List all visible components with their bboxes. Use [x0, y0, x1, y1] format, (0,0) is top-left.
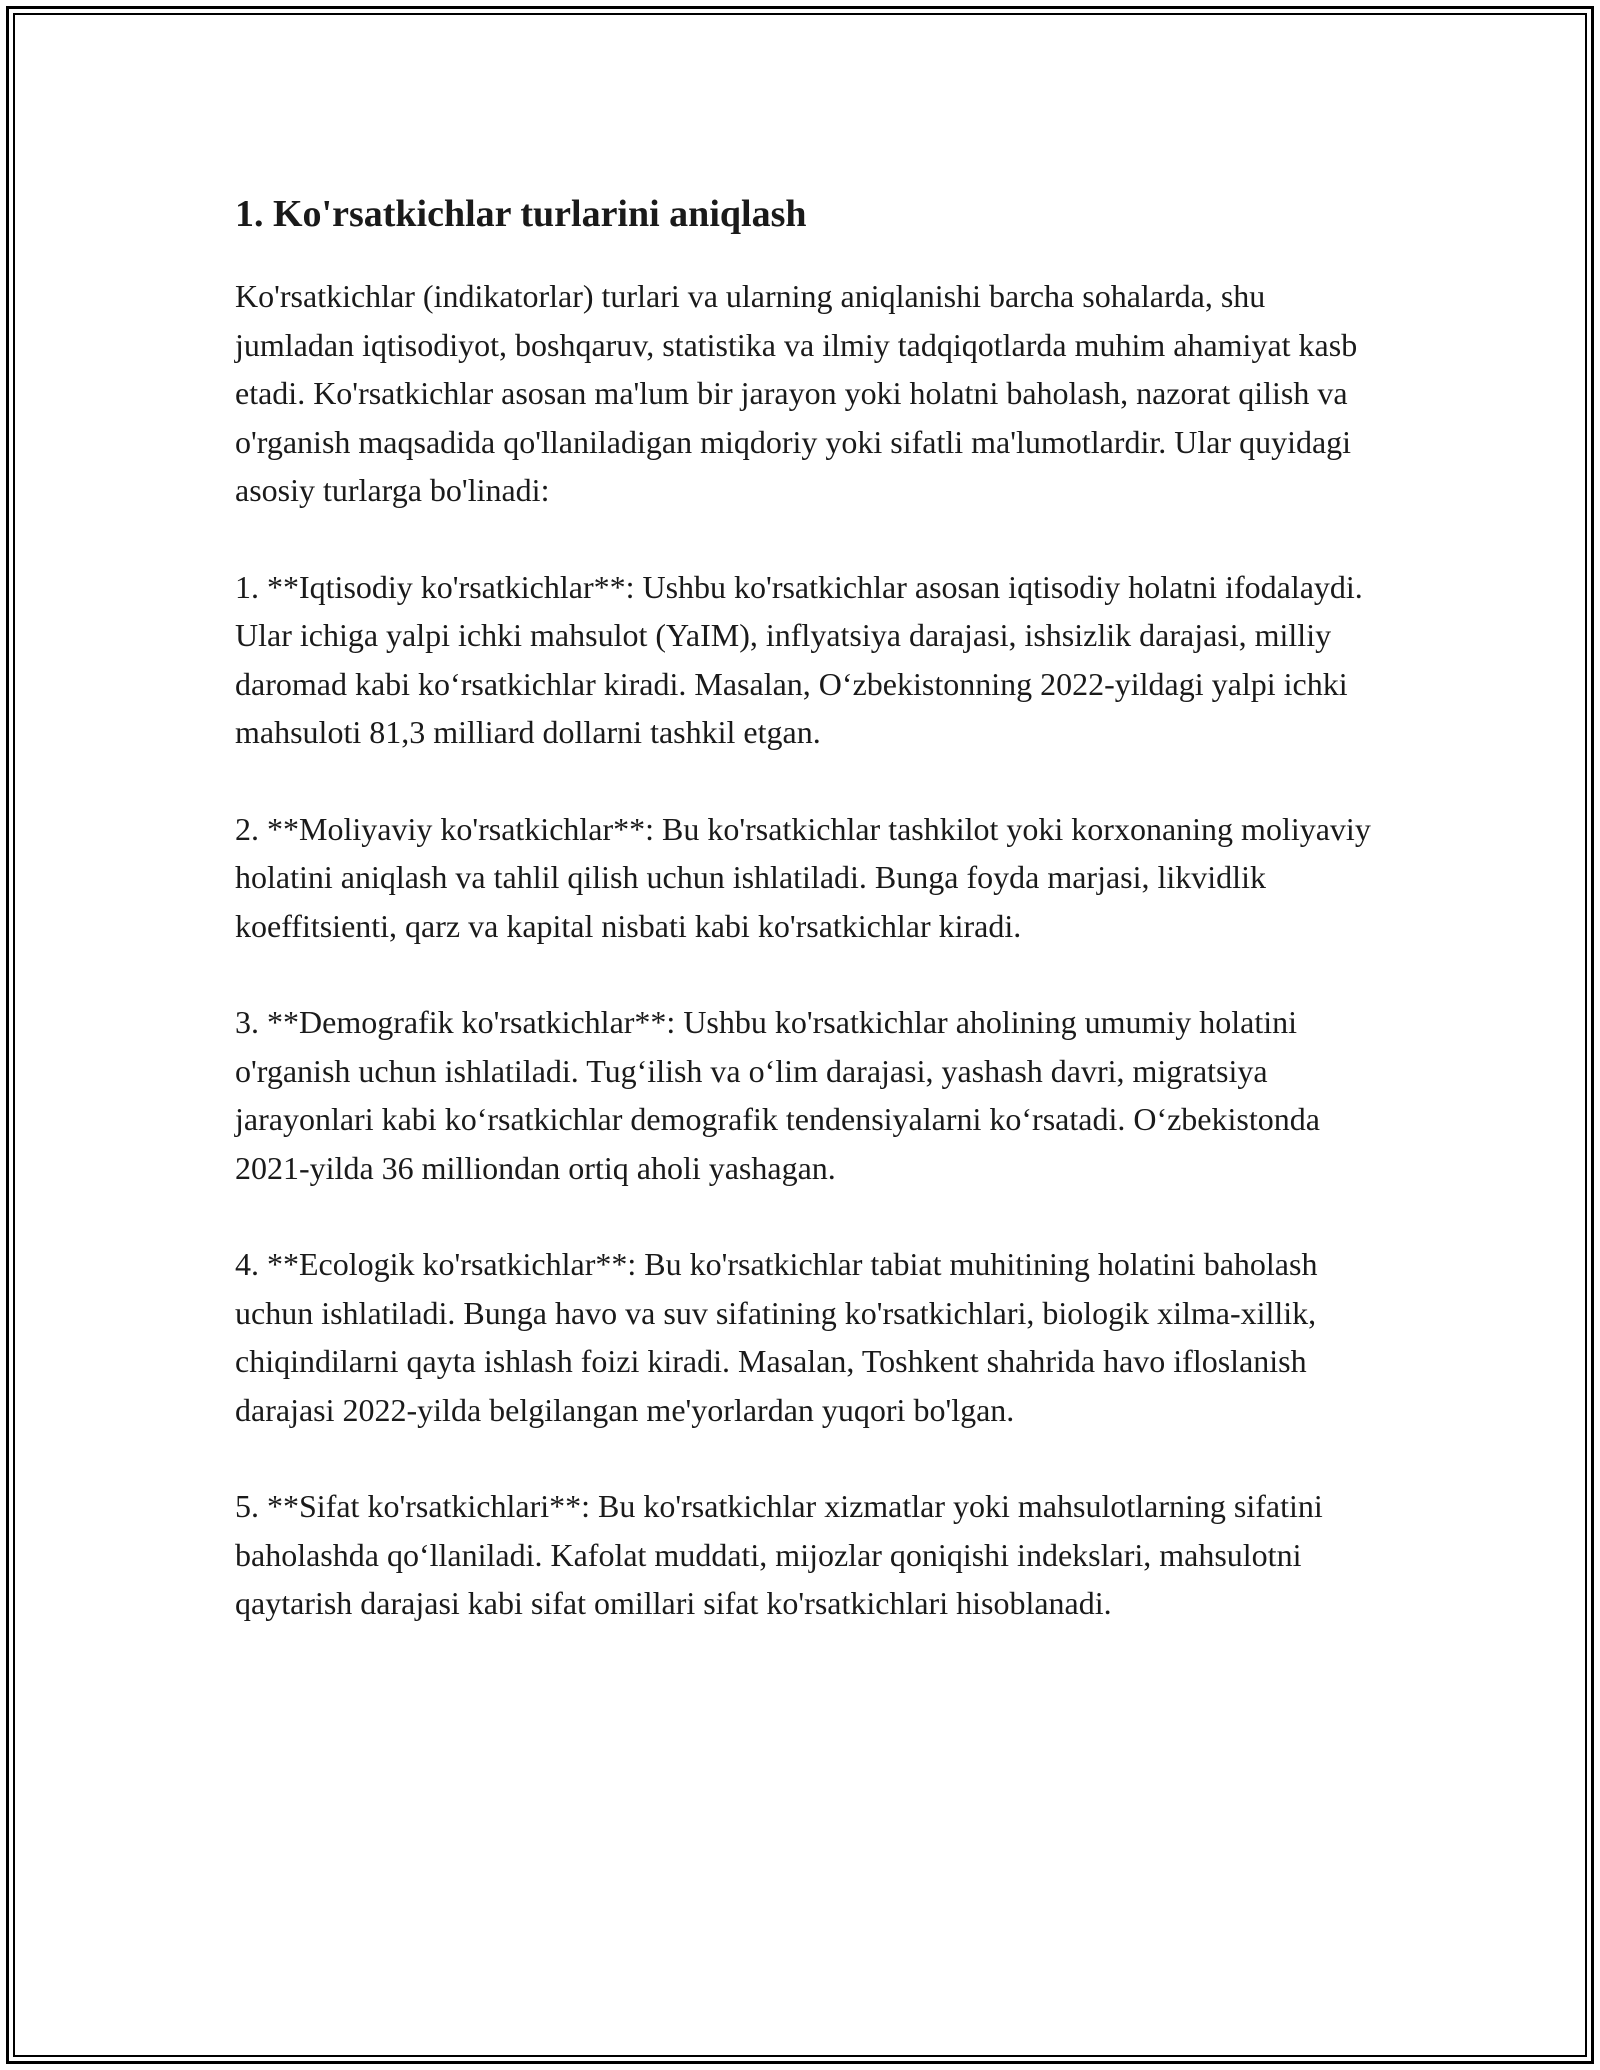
intro-paragraph: Ko'rsatkichlar (indikatorlar) turlari va ularning aniqlanishi barcha sohalarda, shu jumladan iqtisodiyot, boshqaruv, statistika va ilmiy tadqiqotlarda muhim ahamiyat kasb etadi. Ko'rsatkichlar asosan ma'lum bir jarayon yoki holatni baholash, nazorat qilish va o'rganish maqsadida qo'llaniladigan miqdoriy yoki sifatli ma'lumotlardir. Ular quyidagi asosiy turlarga bo'linadi: — [235, 278, 1358, 508]
list-item-quality: 5. **Sifat ko'rsatkichlari**: Bu ko'rsatkichlar xizmatlar yoki mahsulotlarning sifatini baholashda qo‘llaniladi. Kafolat muddati, mijozlar qoniqishi indekslari, mahsulotni qaytarish darajasi kabi sifat omillari sifat ko'rsatkichlari hisoblanadi. — [235, 1488, 1323, 1621]
list-item-demographic: 3. **Demografik ko'rsatkichlar**: Ushbu ko'rsatkichlar aholining umumiy holatini o'rganish uchun ishlatiladi. Tug‘ilish va o‘lim darajasi, yashash davri, migratsiya jarayonlari kabi ko‘rsatkichlar demografik tendensiyalarni ko‘rsatadi. O‘zbekistonda 2021-yilda 36 milliondan ortiq aholi yashagan. — [235, 1004, 1320, 1186]
list-item-economic: 1. **Iqtisodiy ko'rsatkichlar**: Ushbu ko'rsatkichlar asosan iqtisodiy holatni ifodalaydi. Ular ichiga yalpi ichki mahsulot (YaIM), inflyatsiya darajasi, ishsizlik darajasi, milliy daromad kabi ko‘rsatkichlar kiradi. Masalan, O‘zbekistonning 2022-yildagi yalpi ichki mahsuloti 81,3 milliard dollarni tashkil etgan. — [235, 568, 1363, 750]
list-item-ecological: 4. **Ecologik ko'rsatkichlar**: Bu ko'rsatkichlar tabiat muhitining holatini baholash uchun ishlatiladi. Bunga havo va suv sifatining ko'rsatkichlari, biologik xilma-xillik, chiqindilarni qayta ishlash foizi kiradi. Masalan, Toshkent shahrida havo ifloslanish darajasi 2022-yilda belgilangan me'yorlardan yuqori bo'lgan. — [235, 1246, 1318, 1428]
document-title: 1. Ko'rsatkichlar turlarini aniqlash — [235, 193, 807, 235]
list-item-financial: 2. **Moliyaviy ko'rsatkichlar**: Bu ko'rsatkichlar tashkilot yoki korxonaning moliyaviy holatini aniqlash va tahlil qilish uchun ishlatiladi. Bunga foyda marjasi, likvidlik koeffitsienti, qarz va kapital nisbati kabi ko'rsatkichlar kiradi. — [235, 810, 1371, 944]
document-body — [235, 186, 1375, 1676]
